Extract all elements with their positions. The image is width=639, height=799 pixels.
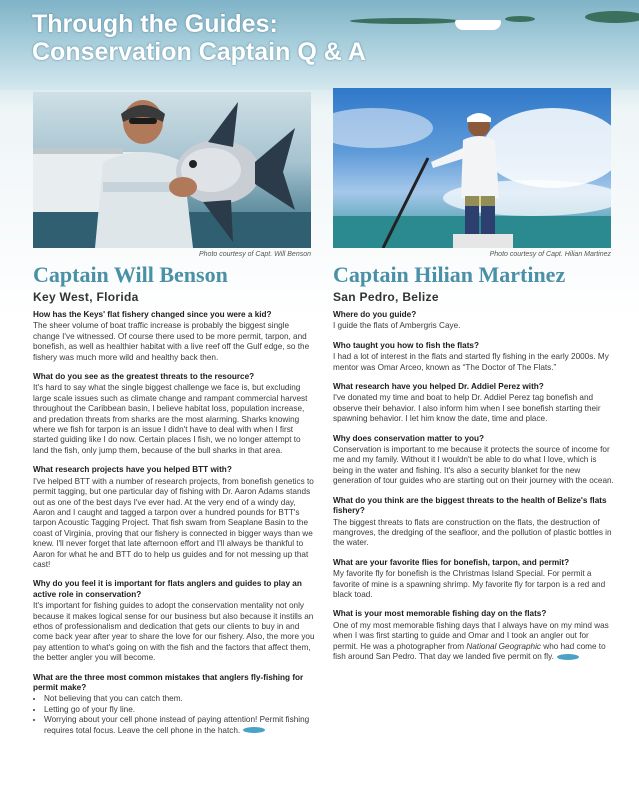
island-shape <box>505 16 535 22</box>
answer: Conservation is important to me because it protects the source of income for me and my family. Without it I wouldn't be able to do what I love, which is being in the water and fishing. It's also a security blanket for the new generation of tour guides who are starting out on their journey with the ocean. <box>333 445 614 486</box>
fish-icon <box>243 727 265 733</box>
answer: I had a lot of interest in the flats and started fly fishing in the early 2000s. My mentor was Omar Arceo, known as “The Doctor of The Flats.” <box>333 352 609 372</box>
qa-block <box>33 465 315 570</box>
answer <box>333 621 615 663</box>
list-item-text: Worrying about your cell phone instead of paying attention! Permit fishing requires total focus. Leave the cell phone in the hatch. <box>44 715 310 735</box>
title-line-1: Through the Guides: <box>32 10 278 38</box>
boat-shape <box>455 20 501 30</box>
photo-illustration <box>33 92 311 248</box>
captain-location-right: San Pedro, Belize <box>333 290 439 304</box>
answer: My favorite fly for bonefish is the Christmas Island Special. For permit a favorite of mine is a spawning shrimp. My favorite fly for tarpon is a red and black toad. <box>333 569 606 599</box>
island-shape <box>585 11 639 23</box>
fish-icon <box>557 654 579 660</box>
question: Where do you guide? <box>333 310 417 319</box>
qa-block <box>333 310 615 332</box>
answer: The sheer volume of boat traffic increase is probably the biggest single change I've witnessed. Of course there used to be more permit, tarpon, and bonefish, as well as healthier habitat with a live reef off the Gulf edge, so the fishery was much more wild and healthy back then. <box>33 321 310 362</box>
answer: I guide the flats of Ambergris Caye. <box>333 321 461 331</box>
captain-name-left: Captain Will Benson <box>33 262 228 287</box>
qa-block <box>333 341 615 373</box>
island-shape <box>350 18 460 24</box>
captain-location-left: Key West, Florida <box>33 290 139 304</box>
answer-text: One of my most memorable fishing days that I always have on my mind was when I was first starting to guide and Omar and I took an angler out for permit. He was a photographer from <box>333 620 609 651</box>
photo-will-benson <box>33 92 311 248</box>
photo-credit: Photo courtesy of Capt. Hilian Martinez <box>489 251 611 258</box>
right-column <box>333 310 615 671</box>
question: What do you think are the biggest threats to the health of Belize's flats fishery? <box>333 495 607 516</box>
answer-text: who had come to fish around San Pedro. That day we landed five permit on fly. <box>333 641 606 661</box>
qa-block <box>33 673 315 736</box>
answer: It's important for fishing guides to adopt the conservation mentality not only because it makes logical sense for our business but also because it instills an ethos of professionalism and dedication that gets our clients to buy in and come back year after year to share the love for our fishery. Also, the more you pay attention to what's going on with the fish and the factors that affect them, the better angler you will become. <box>33 601 315 663</box>
question: What do you see as the greatest threats to the resource? <box>33 372 255 382</box>
photo-illustration <box>333 88 611 248</box>
question: What are your favorite flies for bonefish, tarpon, and permit? <box>333 557 570 567</box>
question: What is your most memorable fishing day on the flats? <box>333 609 547 619</box>
question: What are the three most common mistakes that anglers fly-fishing for permit make? <box>33 672 304 692</box>
answer: I've helped BTT with a number of research projects, from bonefish genetics to permit tagging, but one particular day of fishing with Dr. Aaron Adams stands out as one of the best days I've ever had. At the very end of a windy day, Aaron and I caught and tagged a tarpon over a hundred pounds for BTT's tarpon Acoustic Tagging Project. That fish swam from Seaplane Basin to the coast of Virginia, proving that our fishery is connected in bigger ways than we knew. I'll never forget that late afternoon effort and I'll always be thankful to Aaron for what he and BTT do to help us guides and for not messing up that cast! <box>33 476 314 569</box>
answer: The biggest threats to flats are construction on the flats, the destruction of mangroves, the dredging of the seafloor, and the pollution of plastic bottles in the water. <box>333 517 612 548</box>
photo-hilian-martinez <box>333 88 611 248</box>
question: How has the Keys' flat fishery changed since you were a kid? <box>33 310 272 319</box>
captain-name-right: Captain Hilian Martinez <box>333 262 566 287</box>
list-item <box>44 715 315 736</box>
question: Why do you feel it is important for flats anglers and guides to play an active role in conservation? <box>33 579 302 599</box>
qa-block <box>33 579 315 663</box>
qa-block <box>333 382 615 425</box>
title-line-2: Conservation Captain Q & A <box>32 38 366 66</box>
list-item: • Not believing that you can catch them. <box>44 694 315 704</box>
qa-block <box>333 434 615 487</box>
page-title <box>32 10 366 66</box>
question: Who taught you how to fish the flats? <box>333 340 479 350</box>
list-item: • Letting go of your fly line. <box>44 705 315 715</box>
answer: It's hard to say what the single biggest challenge we face is, but excluding large scale issues such as climate change and rampant commercial harvest throughout the Caribbean basin, I believe habitat loss, population increase, and predation threats from sharks are the most alarming. Sharks knowing where we fish for tarpon is an issue I didn't have to deal with when I first started guiding like I do now. Certain places I fish, we no longer attempt to land the fish, only jump them, because of the bull sharks in that area. <box>33 383 308 455</box>
answer: I've donated my time and boat to help Dr. Addiel Perez tag bonefish and observe their behavior. I also inform him when I see bonefish starting their spawning behavior. I let him know the date, time and place. <box>333 393 601 424</box>
question: Why does conservation matter to you? <box>333 433 485 443</box>
question: What research have you helped Dr. Addiel Perez with? <box>333 382 544 392</box>
left-column <box>33 310 315 745</box>
photo-credit: Photo courtesy of Capt. Will Benson <box>199 251 311 258</box>
qa-block <box>33 372 315 456</box>
publication-name: National Geographic <box>466 641 541 651</box>
qa-block <box>333 496 615 549</box>
qa-block <box>333 609 615 662</box>
qa-block <box>33 310 315 363</box>
question: What research projects have you helped BTT with? <box>33 465 232 475</box>
qa-block <box>333 558 615 601</box>
mistakes-list <box>33 694 315 736</box>
